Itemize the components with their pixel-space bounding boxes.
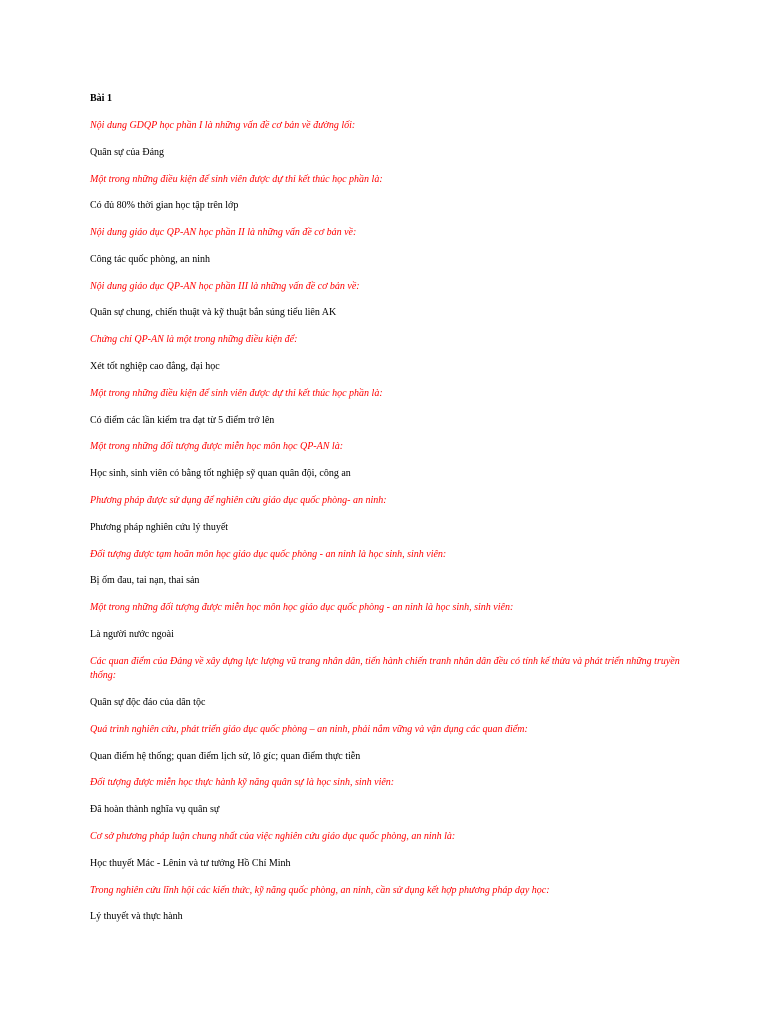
answer-text: Phương pháp nghiên cứu lý thuyết <box>90 522 229 533</box>
section-title: Bài 1 <box>90 93 112 104</box>
question-text: Nội dung giáo dục QP-AN học phần III là những vấn đề cơ bản về: <box>90 281 360 292</box>
answer-text: Quân sự chung, chiến thuật và kỹ thuật bắn súng tiểu liên AK <box>90 307 337 318</box>
question-text: Chứng chỉ QP-AN là một trong những điều kiện để: <box>90 334 298 345</box>
question-text: Cơ sở phương pháp luận chung nhất của việc nghiên cứu giáo dục quốc phòng, an ninh là: <box>90 831 456 842</box>
question-text: Một trong những điều kiện để sinh viên được dự thi kết thúc học phần là: <box>90 174 383 185</box>
answer-text: Có điểm các lần kiểm tra đạt từ 5 điểm trở lên <box>90 415 275 426</box>
question-text: Đối tượng được tạm hoãn môn học giáo dục quốc phòng - an ninh là học sinh, sinh viên: <box>90 549 447 560</box>
question-text: Các quan điểm của Đảng về xây dựng lực lượng vũ trang nhân dân, tiến hành chiến tranh nhân dân đều có tính kế thừa và phát triển những truyền thống: <box>90 656 680 681</box>
answer-text: Xét tốt nghiệp cao đẳng, đại học <box>90 361 220 372</box>
answer-text: Có đủ 80% thời gian học tập trên lớp <box>90 200 239 211</box>
answer-text: Học sinh, sinh viên có bằng tốt nghiệp sỹ quan quân đội, công an <box>90 468 351 479</box>
answer-text: Lý thuyết và thực hành <box>90 911 183 922</box>
answer-text: Quan điểm hệ thống; quan điểm lịch sử, lô gíc; quan điểm thực tiễn <box>90 751 361 762</box>
question-text: Quá trình nghiên cứu, phát triển giáo dục quốc phòng – an ninh, phải nắm vững và vận dụng các quan điểm: <box>90 724 528 735</box>
question-text: Trong nghiên cứu lĩnh hội các kiến thức, kỹ năng quốc phòng, an ninh, cần sử dụng kết hợp phương pháp dạy học: <box>90 885 550 896</box>
answer-text: Công tác quốc phòng, an ninh <box>90 254 210 265</box>
answer-text: Bị ốm đau, tai nạn, thai sản <box>90 575 200 586</box>
answer-text: Quân sự của Đảng <box>90 147 165 158</box>
question-text: Phương pháp được sử dụng để nghiên cứu giáo dục quốc phòng- an ninh: <box>90 495 387 506</box>
question-text: Một trong những điều kiện để sinh viên được dự thi kết thúc học phần là: <box>90 388 383 399</box>
question-text: Một trong những đối tượng được miễn học môn học QP-AN là: <box>90 441 344 452</box>
answer-text: Là người nước ngoài <box>90 629 174 640</box>
question-text: Nội dung GDQP học phần I là những vấn đề cơ bản về đường lối: <box>90 120 356 131</box>
answer-text: Quân sự độc đáo của dân tộc <box>90 697 206 708</box>
question-text: Một trong những đối tượng được miễn học môn học giáo dục quốc phòng - an ninh là học sinh, sinh viên: <box>90 602 514 613</box>
answer-text: Học thuyết Mác - Lênin và tư tưởng Hồ Chí Minh <box>90 858 291 869</box>
question-text: Đối tượng được miễn học thực hành kỹ năng quân sự là học sinh, sinh viên: <box>90 777 395 788</box>
answer-text: Đã hoàn thành nghĩa vụ quân sự <box>90 804 220 815</box>
question-text: Nội dung giáo dục QP-AN học phần II là những vấn đề cơ bản về: <box>90 227 357 238</box>
